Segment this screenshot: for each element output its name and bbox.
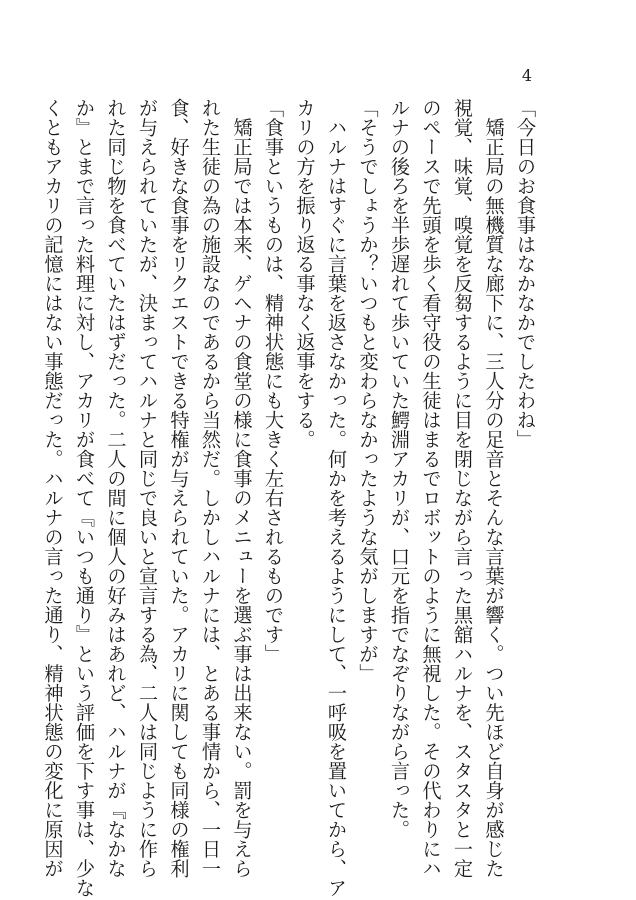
text-line: カリの方を振り返る事なく返事をする。 [293,98,317,449]
text-line: が与えられていたが、決まってハルナと同じで良いと宣言する為、二人は同じように作ら [136,98,159,878]
vertical-text-body [37,98,541,898]
text-line: か』とまで言った料理に対し、アカリが食べて『いつも通り』という評価を下す事は、少な [73,98,96,898]
text-line: 視覚、味覚、嗅覚を反芻するように目を閉じながら言った黒舘ハルナを、スタスタと一定 [451,98,474,878]
text-line: くともアカリの記憶にはない事態だった。ハルナの言った通り、精神状態の変化に原因が [41,98,65,878]
text-line: 食、好きな食事をリクエストできる特権が与えられていた。アカリに関しても同様の権利 [167,98,191,878]
text-line: れた生徒の為の施設なのであるから当然だ。しかしハルナには、とある事情から、一日一 [199,98,222,878]
text-line: ハルナはすぐに言葉を返さなかった。何かを考えるようにして、一呼吸を置いてから、ア [325,98,348,898]
text-line: れた同じ物を食べていたはずだった。二人の間に個人の好みはあれど、ハルナが『なかな [104,98,128,878]
text-line: のペースで先頭を歩く看守役の生徒はまるでロボットのように無視した。その代わりにハ [419,98,443,878]
text-line: 「今日のお食事はなかなかでしたわね」 [514,98,537,449]
text-line: 矯正局の無機質な廊下に、三人分の足音とそんな言葉が響く。つい先ほど自身が感じた [482,98,506,878]
text-line: 「そうでしょうか？いつもと変わらなかったような気がしますが」 [356,98,380,683]
text-line: 矯正局では本来、ゲヘナの食堂の様に食事のメニューを選ぶ事は出来ない。罰を与えら [230,98,254,878]
text-line: 「食事というものは、精神状態にも大きく左右されるものです」 [262,98,285,664]
page-number: 4 [521,66,533,85]
text-line: ルナの後ろを半歩遅れて歩いていた鰐淵アカリが、口元を指でなぞりながら言った。 [388,98,411,839]
